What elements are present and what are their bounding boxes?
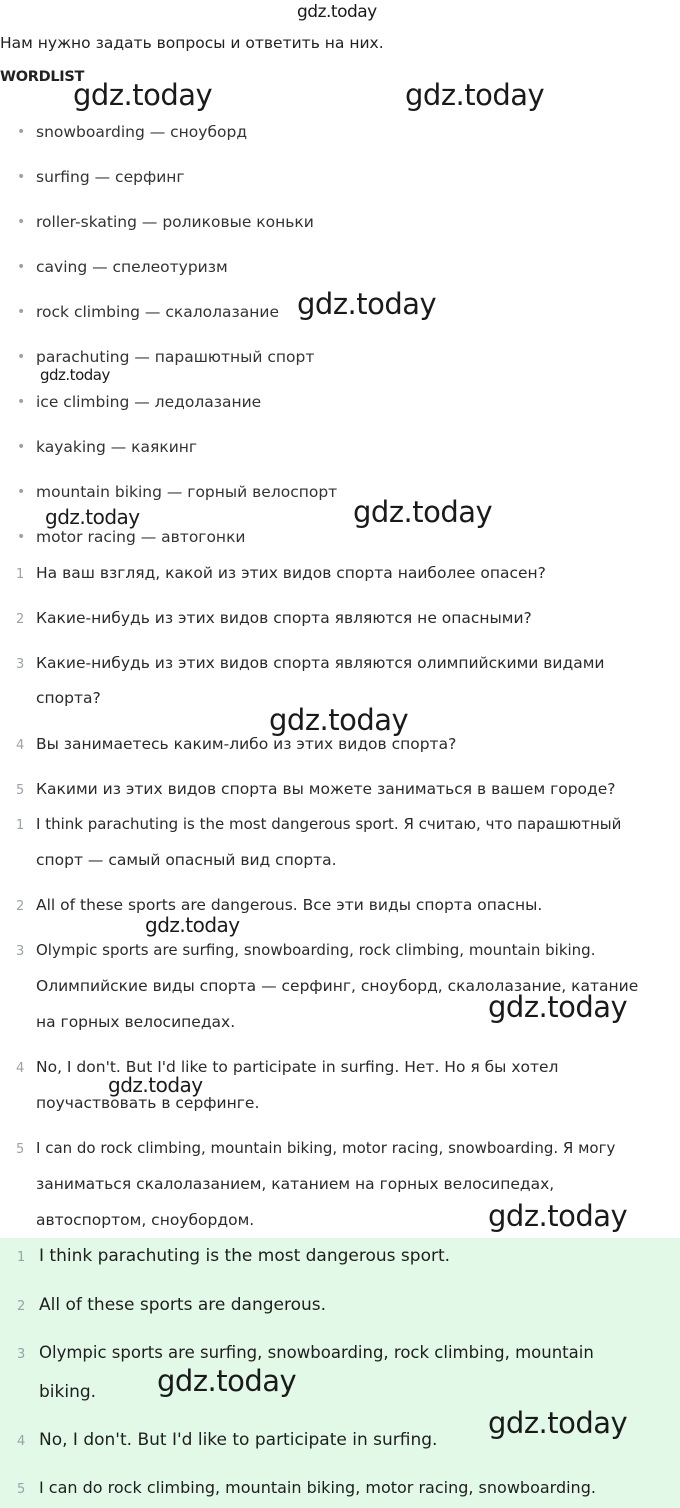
- question-number: 2: [16, 612, 25, 627]
- answer-number: 4: [16, 1061, 25, 1076]
- watermark: gdz.today: [145, 913, 240, 937]
- answer-text: No, I don't. But I'd like to participate in surfing. Нет. Но я бы хотел: [36, 1058, 559, 1076]
- answer-text: автоспортом, сноубордом.: [36, 1211, 255, 1229]
- answer-text: Olympic sports are surfing, snowboarding, rock climbing, mountain biking.: [36, 941, 596, 959]
- watermark: gdz.today: [45, 505, 140, 529]
- watermark: gdz.today: [73, 78, 213, 112]
- watermark: gdz.today: [108, 1073, 203, 1097]
- answer-number: 4: [17, 1434, 26, 1449]
- answer-text: biking.: [39, 1382, 97, 1402]
- watermark: gdz.today: [405, 78, 545, 112]
- answer-text: I can do rock climbing, mountain biking, motor racing, snowboarding. Я могу: [36, 1139, 616, 1157]
- wordlist-item-text: motor racing — автогонки: [36, 528, 246, 546]
- answer-number: 5: [17, 1482, 26, 1497]
- answer-text: I can do rock climbing, mountain biking, motor racing, snowboarding.: [39, 1478, 596, 1497]
- question-text: Вы занимаетесь каким-либо из этих видов спорта?: [36, 735, 457, 753]
- answer-text: Olympic sports are surfing, snowboarding, rock climbing, mountain: [39, 1343, 594, 1362]
- answer-number: 3: [17, 1347, 26, 1362]
- bullet-icon: •: [17, 529, 26, 545]
- wordlist-item-text: surfing — серфинг: [36, 168, 185, 186]
- intro-text: Нам нужно задать вопросы и ответить на них.: [0, 34, 384, 52]
- answer-text: I think parachuting is the most dangerous sport.: [39, 1246, 451, 1266]
- answer-text: All of these sports are dangerous.: [39, 1295, 327, 1315]
- bullet-icon: •: [17, 304, 26, 320]
- answers-highlight-box: [0, 1238, 680, 1508]
- answer-text: All of these sports are dangerous. Все эти виды спорта опасны.: [36, 896, 543, 914]
- bullet-icon: •: [17, 214, 26, 230]
- bullet-icon: •: [17, 259, 26, 275]
- answer-number: 1: [17, 1250, 26, 1265]
- bullet-icon: •: [17, 484, 26, 500]
- answer-number: 2: [17, 1299, 26, 1314]
- answer-text: поучаствовать в серфинге.: [36, 1094, 260, 1112]
- question-number: 1: [16, 567, 25, 582]
- question-text: Какими из этих видов спорта вы можете заниматься в вашем городе?: [36, 780, 616, 798]
- answer-text: заниматься скалолазанием, катанием на горных велосипедах,: [36, 1175, 555, 1193]
- watermark: gdz.today: [269, 703, 409, 737]
- question-text: Какие-нибудь из этих видов спорта являются олимпийскими видами: [36, 654, 605, 672]
- answer-number: 3: [16, 944, 25, 959]
- question-text: спорта?: [36, 689, 101, 707]
- wordlist-item-text: mountain biking — горный велоспорт: [36, 483, 338, 501]
- wordlist-item-text: kayaking — каякинг: [36, 438, 198, 456]
- bullet-icon: •: [17, 349, 26, 365]
- answer-number: 1: [16, 818, 25, 833]
- wordlist-item-text: ice climbing — ледолазание: [36, 393, 262, 411]
- question-number: 4: [16, 738, 25, 753]
- wordlist-item-text: snowboarding — сноуборд: [36, 123, 248, 141]
- wordlist-item-text: parachuting — парашютный спорт: [36, 348, 315, 366]
- answer-text: на горных велосипедах.: [36, 1013, 236, 1031]
- watermark: gdz.today: [157, 1364, 297, 1398]
- wordlist-item-text: rock climbing — скалолазание: [36, 303, 279, 321]
- watermark: gdz.today: [297, 287, 437, 321]
- answer-number: 5: [16, 1142, 25, 1157]
- site-watermark-header: gdz.today: [297, 2, 377, 22]
- watermark: gdz.today: [488, 990, 628, 1024]
- wordlist-heading: WORDLIST: [0, 69, 85, 85]
- watermark: gdz.today: [40, 366, 110, 384]
- answer-number: 2: [16, 899, 25, 914]
- answer-text: Олимпийские виды спорта — серфинг, сноуборд, скалолазание, катание: [36, 977, 639, 995]
- question-number: 5: [16, 783, 25, 798]
- watermark: gdz.today: [488, 1199, 628, 1233]
- answer-text: спорт — самый опасный вид спорта.: [36, 851, 337, 869]
- answer-text: No, I don't. But I'd like to participate in surfing.: [39, 1430, 438, 1450]
- bullet-icon: •: [17, 394, 26, 410]
- bullet-icon: •: [17, 439, 26, 455]
- bullet-icon: •: [17, 169, 26, 185]
- question-number: 3: [16, 657, 25, 672]
- question-text: Какие-нибудь из этих видов спорта являются не опасными?: [36, 609, 532, 627]
- question-text: На ваш взгляд, какой из этих видов спорта наиболее опасен?: [36, 564, 546, 582]
- wordlist-item-text: caving — спелеотуризм: [36, 258, 228, 276]
- watermark: gdz.today: [353, 495, 493, 529]
- watermark: gdz.today: [488, 1406, 628, 1440]
- wordlist-item-text: roller-skating — роликовые коньки: [36, 213, 314, 231]
- answer-text: I think parachuting is the most dangerous sport. Я считаю, что парашютный: [36, 815, 622, 833]
- bullet-icon: •: [17, 124, 26, 140]
